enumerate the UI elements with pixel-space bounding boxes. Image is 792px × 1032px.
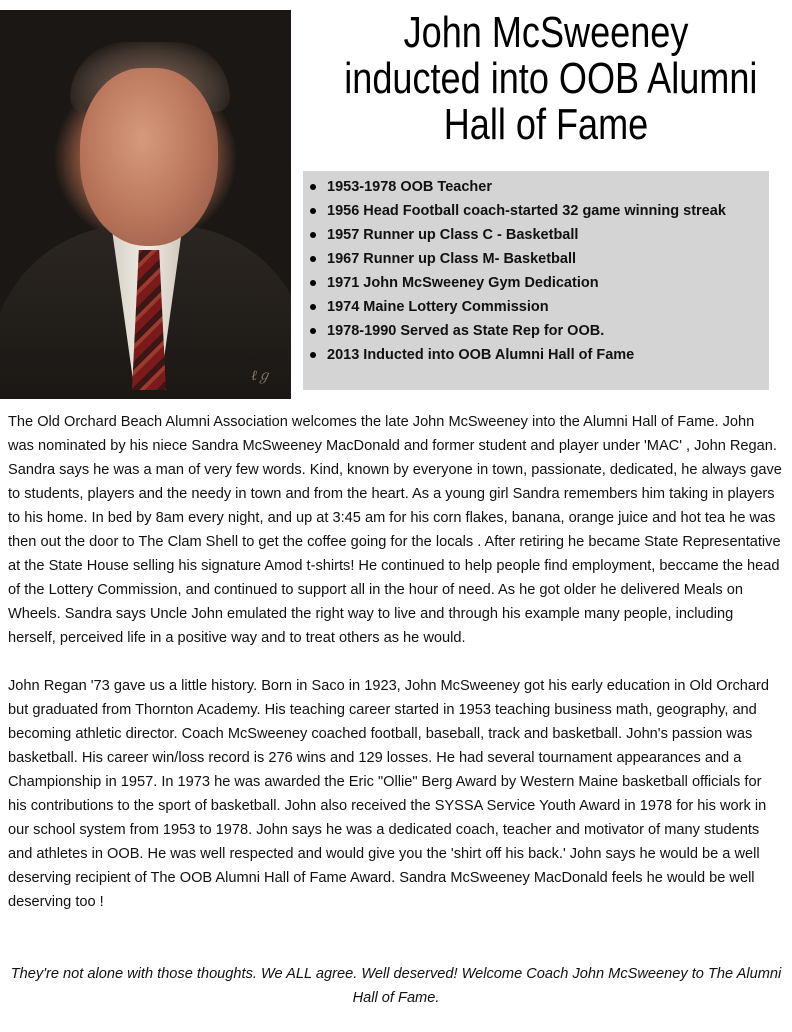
list-item: 1967 Runner up Class M- Basketball: [327, 247, 769, 271]
list-item: 2013 Inducted into OOB Alumni Hall of Fame: [327, 343, 769, 367]
list-item: 1974 Maine Lottery Commission: [327, 295, 769, 319]
bullet-icon: [310, 328, 316, 334]
bullet-icon: [310, 352, 316, 358]
paragraph-history: John Regan '73 gave us a little history. Born in Saco in 1923, John McSweeney got his early education in Old Orchard but graduated from Thornton Academy. His teaching career started in 1953 teaching business math, geography, and becoming athletic director. Coach McSweeney coached football, baseball, track and basketball. John's passion was basketball. His career win/loss record is 276 wins and 129 losses. He had several tournament appearances and a Championship in 1957. In 1973 he was awarded the Eric "Ollie" Berg Award by Western Maine basketball officials for his contributions to the sport of basketball. John also received the SYSSA Service Youth Award in 1978 for his work in our school system from 1953 to 1978. John says he was a dedicated coach, teacher and motivator of many students and athletes in OOB. He was well respected and would give you the 'shirt off his back.' John says he would be a well deserving recipient of The OOB Alumni Hall of Fame Award. Sandra McSweeney MacDonald feels he would be well deserving too !: [8, 678, 770, 910]
title-line-2: inducted into OOB Alumni: [344, 54, 758, 103]
bullet-icon: [310, 184, 316, 190]
career-highlights-box: [303, 171, 769, 390]
title-line-3: Hall of Fame: [443, 100, 649, 149]
article-body: [8, 410, 784, 914]
list-item: 1956 Head Football coach-started 32 game winning streak: [327, 199, 769, 223]
title-line-1: John McSweeney: [403, 8, 689, 57]
highlights-list: [303, 171, 769, 367]
bullet-icon: [310, 208, 316, 214]
paragraph-nomination: The Old Orchard Beach Alumni Association welcomes the late John McSweeney into the Alumni Hall of Fame. John was nominated by his niece Sandra McSweeney MacDonald and former student and player under 'MAC' , John Regan. Sandra says he was a man of very few words. Kind, known by everyone in town, passionate, dedicated, he always gave to students, players and the needy in town and from the heart. As a young girl Sandra remembers him taking in players to his home. In bed by 8am every night, and up at 3:45 am for his corn flakes, banana, orange juice and hot tea he was then out the door to The Clam Shell to get the coffee going for the locals . After retiring he became State Representative at the State House selling his signature Amod t-shirts! He continued to help people find employment, beccame the head of the Lottery Commission, and continued to support all in the hour of need. As he got older he delivered Meals on Wheels. Sandra says Uncle John emulated the right way to live and through his example many people, including herself, perceived life in a positive way and to treat others as he would.: [8, 414, 782, 646]
list-item: 1971 John McSweeney Gym Dedication: [327, 271, 769, 295]
bullet-icon: [310, 232, 316, 238]
closing-statement: They're not alone with those thoughts. We ALL agree. Well deserved! Welcome Coach John McSweeney to The Alumni Hall of Fame.: [10, 966, 782, 1006]
page-title: [300, 10, 792, 148]
bullet-icon: [310, 256, 316, 262]
list-item: 1957 Runner up Class C - Basketball: [327, 223, 769, 247]
painter-signature: ℓℊ: [251, 368, 271, 384]
portrait-photo: [0, 10, 291, 399]
list-item: 1978-1990 Served as State Rep for OOB.: [327, 319, 769, 343]
list-item: 1953-1978 OOB Teacher: [327, 175, 769, 199]
bullet-icon: [310, 280, 316, 286]
portrait-face: [80, 68, 218, 246]
bullet-icon: [310, 304, 316, 310]
